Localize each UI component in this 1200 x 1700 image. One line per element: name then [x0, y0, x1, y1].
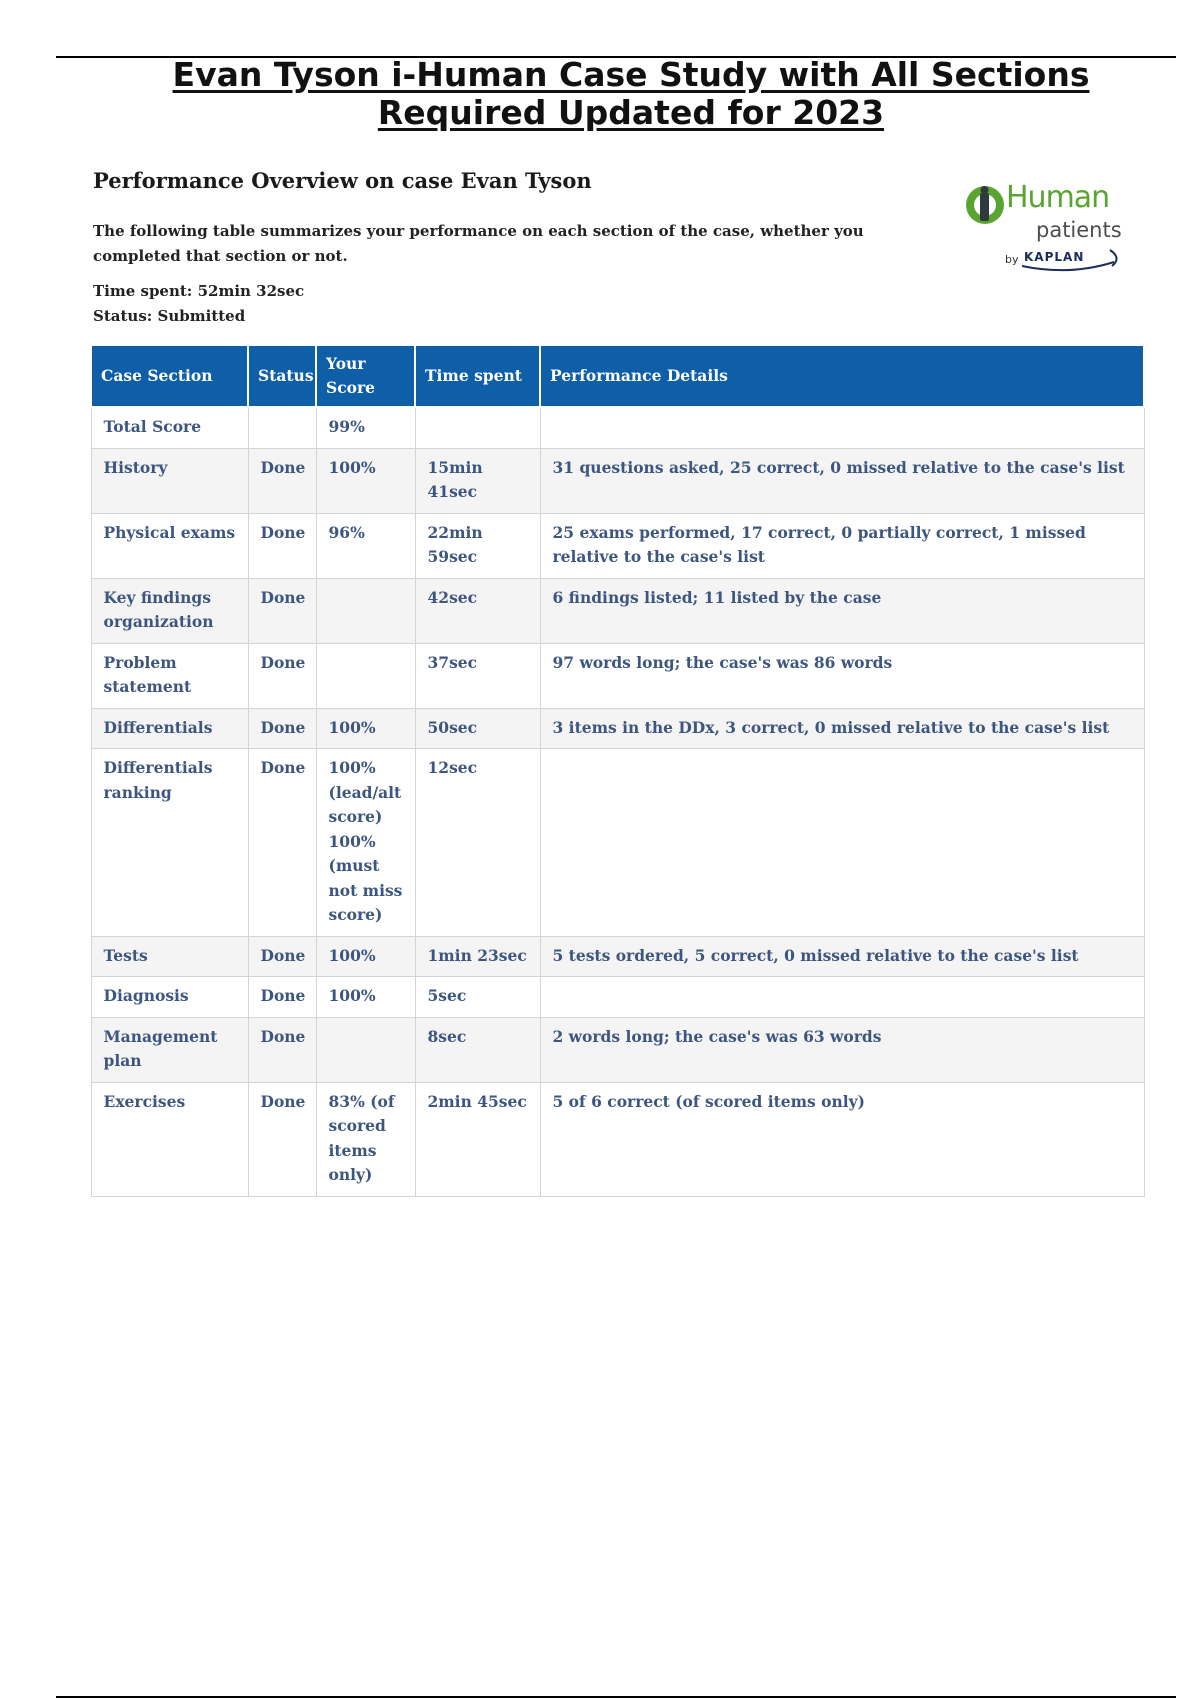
- status-cell: Done: [248, 1017, 316, 1082]
- status-cell: Done: [248, 643, 316, 708]
- status-label: Status: Submitted: [93, 307, 246, 325]
- status-cell: Done: [248, 513, 316, 578]
- case-section-cell: Physical exams: [91, 513, 248, 578]
- table-row: [91, 1082, 1144, 1196]
- document-title-line-1: Evan Tyson i-Human Case Study with All Sections: [172, 55, 1090, 94]
- time-cell: 5sec: [415, 977, 540, 1018]
- ihuman-patients-logo: [960, 180, 1140, 280]
- column-header-time-spent: Time spent: [415, 345, 540, 407]
- column-header-status: Status: [248, 345, 316, 407]
- table-row: [91, 448, 1144, 513]
- time-cell: 12sec: [415, 749, 540, 937]
- score-cell: [316, 643, 415, 708]
- table-row: [91, 513, 1144, 578]
- performance-intro: The following table summarizes your performance on each section of the case, whether you completed that section or not.: [93, 222, 864, 265]
- logo-product-text: patients: [1036, 218, 1122, 242]
- score-cell: 100%: [316, 708, 415, 749]
- status-cell: Done: [248, 708, 316, 749]
- table-row: [91, 1017, 1144, 1082]
- case-section-cell: History: [91, 448, 248, 513]
- time-cell: 2min 45sec: [415, 1082, 540, 1196]
- time-cell: 50sec: [415, 708, 540, 749]
- performance-table: [90, 344, 1145, 1197]
- time-cell: [415, 407, 540, 448]
- table-row: [91, 977, 1144, 1018]
- column-header-case-section: Case Section: [91, 345, 248, 407]
- score-cell: 100% (lead/alt score) 100% (must not miss score): [316, 749, 415, 937]
- case-section-cell: Diagnosis: [91, 977, 248, 1018]
- details-cell: 5 of 6 correct (of scored items only): [540, 1082, 1144, 1196]
- case-section-cell: Exercises: [91, 1082, 248, 1196]
- column-header-your-score: Your Score: [316, 345, 415, 407]
- time-cell: 1min 23sec: [415, 936, 540, 977]
- ihuman-mark-icon: [964, 184, 1006, 226]
- performance-heading: Performance Overview on case Evan Tyson: [93, 168, 592, 193]
- time-cell: 8sec: [415, 1017, 540, 1082]
- score-cell: 83% (of scored items only): [316, 1082, 415, 1196]
- details-cell: [540, 977, 1144, 1018]
- table-row: [91, 936, 1144, 977]
- time-cell: 42sec: [415, 578, 540, 643]
- kaplan-swoosh-icon: [1018, 244, 1122, 274]
- table-row: [91, 407, 1144, 448]
- score-cell: 100%: [316, 936, 415, 977]
- details-cell: 6 findings listed; 11 listed by the case: [540, 578, 1144, 643]
- logo-by-text: by: [1005, 253, 1019, 266]
- status-cell: Done: [248, 1082, 316, 1196]
- status-cell: Done: [248, 977, 316, 1018]
- score-cell: 99%: [316, 407, 415, 448]
- time-cell: 15min 41sec: [415, 448, 540, 513]
- score-cell: [316, 578, 415, 643]
- table-row: [91, 643, 1144, 708]
- score-cell: 100%: [316, 448, 415, 513]
- table-header-row: [91, 345, 1144, 407]
- status-cell: Done: [248, 578, 316, 643]
- case-section-cell: Differentials ranking: [91, 749, 248, 937]
- document-title: [56, 56, 1200, 132]
- status-cell: Done: [248, 448, 316, 513]
- score-cell: [316, 1017, 415, 1082]
- time-spent-label: Time spent: 52min 32sec: [93, 282, 305, 300]
- case-section-cell: Total Score: [91, 407, 248, 448]
- case-section-cell: Management plan: [91, 1017, 248, 1082]
- status-cell: [248, 407, 316, 448]
- score-cell: 96%: [316, 513, 415, 578]
- case-section-cell: Tests: [91, 936, 248, 977]
- details-cell: 5 tests ordered, 5 correct, 0 missed relative to the case's list: [540, 936, 1144, 977]
- time-cell: 22min 59sec: [415, 513, 540, 578]
- details-cell: 31 questions asked, 25 correct, 0 missed relative to the case's list: [540, 448, 1144, 513]
- details-cell: 97 words long; the case's was 86 words: [540, 643, 1144, 708]
- logo-company-text: KAPLAN: [1024, 250, 1085, 264]
- column-header-performance-details: Performance Details: [540, 345, 1144, 407]
- table-row: [91, 708, 1144, 749]
- case-section-cell: Differentials: [91, 708, 248, 749]
- details-cell: 25 exams performed, 17 correct, 0 partially correct, 1 missed relative to the case's list: [540, 513, 1144, 578]
- performance-meta: [93, 279, 304, 329]
- score-cell: 100%: [316, 977, 415, 1018]
- details-cell: 3 items in the DDx, 3 correct, 0 missed relative to the case's list: [540, 708, 1144, 749]
- case-section-cell: Problem statement: [91, 643, 248, 708]
- table-row: [91, 578, 1144, 643]
- details-cell: [540, 407, 1144, 448]
- time-cell: 37sec: [415, 643, 540, 708]
- status-cell: Done: [248, 749, 316, 937]
- document-title-line-2: Required Updated for 2023: [377, 93, 885, 132]
- case-section-cell: Key findings organization: [91, 578, 248, 643]
- logo-brand-text: Human: [1006, 180, 1110, 215]
- details-cell: [540, 749, 1144, 937]
- details-cell: 2 words long; the case's was 63 words: [540, 1017, 1144, 1082]
- table-row: [91, 749, 1144, 937]
- bottom-rule: [56, 1696, 1176, 1698]
- status-cell: Done: [248, 936, 316, 977]
